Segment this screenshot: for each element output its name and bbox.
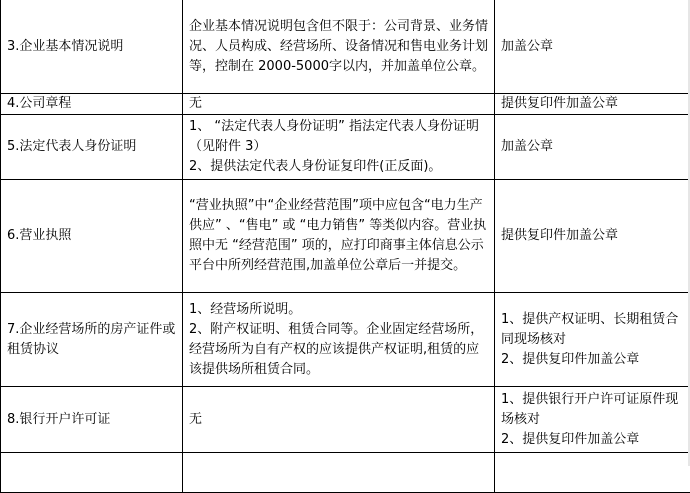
item-description-cell: [183, 387, 495, 453]
item-name-cell: [1, 453, 183, 493]
item-requirement-cell: [495, 293, 690, 387]
table-row: [1, 293, 690, 387]
item-description-cell: [183, 293, 495, 387]
description-text: 1、经营场所说明。: [189, 300, 488, 320]
table-row: [1, 387, 690, 453]
item-requirement-cell: [495, 453, 690, 493]
item-description-cell: [183, 115, 495, 180]
requirement-text: 加盖公章: [501, 37, 684, 57]
requirement-text: 加盖公章: [501, 137, 684, 157]
item-requirement-cell: [495, 94, 690, 115]
item-description-cell: [183, 0, 495, 94]
item-description-cell: [183, 94, 495, 115]
description-text: “营业执照”中“企业经营范围”项中应包含“电力生产供应” 、“售电” 或 “电力销售” 等类似内容。营业执照中无 “经营范围” 项的，应打印商事主体信息公示平台中所列经营范围,加盖单位公章后一并提交。: [189, 196, 488, 276]
item-description-cell: [183, 180, 495, 293]
requirement-text: 提供复印件加盖公章: [501, 226, 684, 246]
description-text: 企业基本情况说明包含但不限于：公司背景、业务情况、人员构成、经营场所、设备情况和售电业务计划等，控制在 2000-5000字以内，并加盖单位公章。: [189, 17, 488, 77]
requirement-text: 2、提供复印件加盖公章: [501, 430, 684, 450]
description-text: 2、提供法定代表人身份证复印件(正反面)。: [189, 157, 488, 177]
item-name-cell: 7.企业经营场所的房产证件或租赁协议: [1, 293, 183, 387]
item-name-cell: 5.法定代表人身份证明: [1, 115, 183, 180]
table-row: [1, 94, 690, 115]
item-name-cell: 4.公司章程: [1, 94, 183, 115]
requirement-text: 提供复印件加盖公章: [501, 94, 684, 114]
table-row: [1, 453, 690, 493]
table-row: [1, 115, 690, 180]
item-name-cell: 3.企业基本情况说明: [1, 0, 183, 94]
item-description-cell: [183, 453, 495, 493]
item-requirement-cell: [495, 115, 690, 180]
description-text: 无: [189, 410, 488, 430]
requirement-text: 1、提供产权证明、长期租赁合同现场核对: [501, 310, 684, 350]
description-text: 2、附产权证明、租赁合同等。企业固定经营场所，经营场所为自有产权的应该提供产权证明,租赁的应该提供场所租赁合同。: [189, 320, 488, 380]
item-requirement-cell: [495, 180, 690, 293]
requirement-text: 2、提供复印件加盖公章: [501, 350, 684, 370]
item-name-cell: 8.银行开户许可证: [1, 387, 183, 453]
requirement-text: 1、提供银行开户许可证原件现场核对: [501, 390, 684, 430]
item-requirement-cell: [495, 387, 690, 453]
item-requirement-cell: [495, 0, 690, 94]
description-text: 无: [189, 94, 488, 114]
description-text: 1、 “法定代表人身份证明” 指法定代表人身份证明（见附件 3）: [189, 117, 488, 157]
table-row: [1, 0, 690, 94]
table-row: [1, 180, 690, 293]
item-name-cell: 6.营业执照: [1, 180, 183, 293]
